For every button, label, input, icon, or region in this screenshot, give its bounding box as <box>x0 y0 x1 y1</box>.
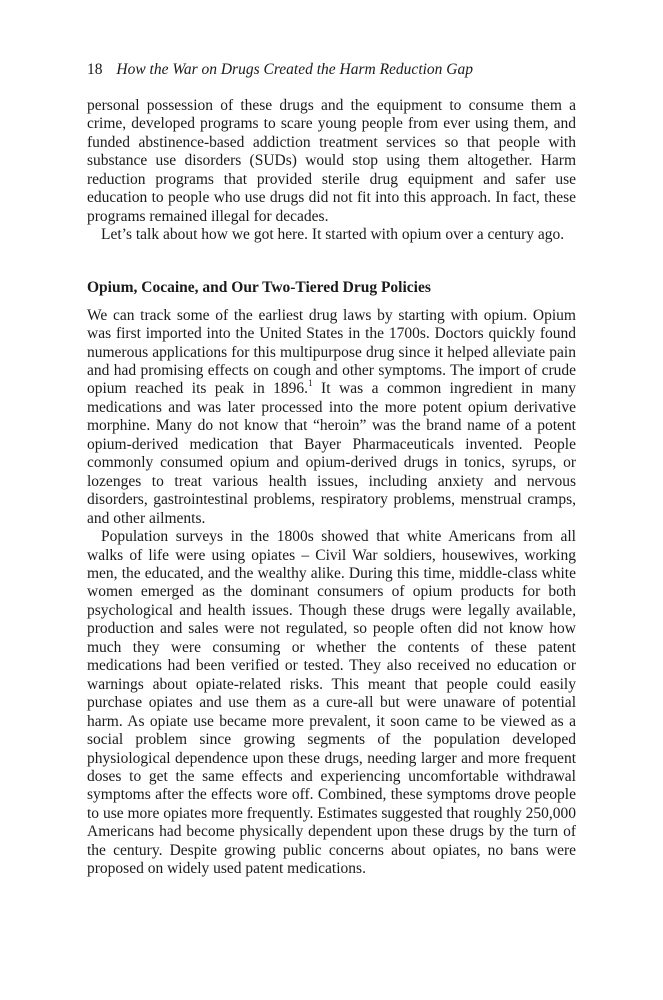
paragraph-1: personal possession of these drugs and the equipment to consume them a crime, developed programs to scare young people from ever using them, and funded abstinence-based addiction treatment services so that people with substance use disorders (SUDs) would stop using them altogether. Harm reduction programs that provided sterile drug equipment and safer use education to people who use drugs did not fit into this approach. In fact, these programs remained illegal for decades. <box>87 97 576 225</box>
page-number: 18 <box>87 61 103 78</box>
paragraph-3-part-b: It was a common ingredient in many medications and was later processed into the more potent opium derivative morphine. Many do not know that “heroin” was the brand name of a potent opium-derived medication that Bayer Pharmaceuticals invented. People commonly consumed opium and opium-derived drugs in tonics, syrups, or lozenges to treat various health issues, including anxiety and nervous disorders, gastrointestinal problems, respiratory problems, menstrual cramps, and other ailments. <box>87 380 576 527</box>
body-text <box>87 97 576 879</box>
paragraph-3 <box>87 307 576 528</box>
paragraph-4: Population surveys in the 1800s showed that white Americans from all walks of life were using opiates – Civil War soldiers, housewives, working men, the educated, and the wealthy alike. During this time, middle-class white women emerged as the dominant consumers of opium products for both psychological and health issues. Though these drugs were legally available, production and sales were not regulated, so people often did not know how much they were consuming or whether the contents of these patent medications had been verified or tested. They also received no education or warnings about opiate-related risks. This meant that people could easily purchase opiates and use them as a cure-all but were unaware of potential harm. As opiate use became more prevalent, it soon came to be viewed as a social problem since growing segments of the population developed physiological dependence upon these drugs, needing larger and more frequent doses to get the same effects and experiencing uncomfortable withdrawal symptoms after the effects wore off. Combined, these symptoms drove people to use more opiates more frequently. Estimates suggested that roughly 250,000 Americans had become physically dependent upon these drugs by the turn of the century. Despite growing public concerns about opiates, no bans were proposed on widely used patent medications. <box>87 528 576 878</box>
paragraph-3-part-a: We can track some of the earliest drug laws by starting with opium. Opium was first imported into the United States in the 1700s. Doctors quickly found numerous applications for this multipurpose drug since it helped alleviate pain and had promising effects on cough and other symptoms. The import of crude opium reached its peak in 1896. <box>87 306 576 398</box>
running-head <box>87 60 473 80</box>
footnote-ref-1[interactable]: 1 <box>308 378 313 389</box>
running-title: How the War on Drugs Created the Harm Reduction Gap <box>116 61 473 78</box>
paragraph-2: Let’s talk about how we got here. It started with opium over a century ago. <box>101 226 565 244</box>
section-heading: Opium, Cocaine, and Our Two-Tiered Drug Policies <box>87 278 431 296</box>
